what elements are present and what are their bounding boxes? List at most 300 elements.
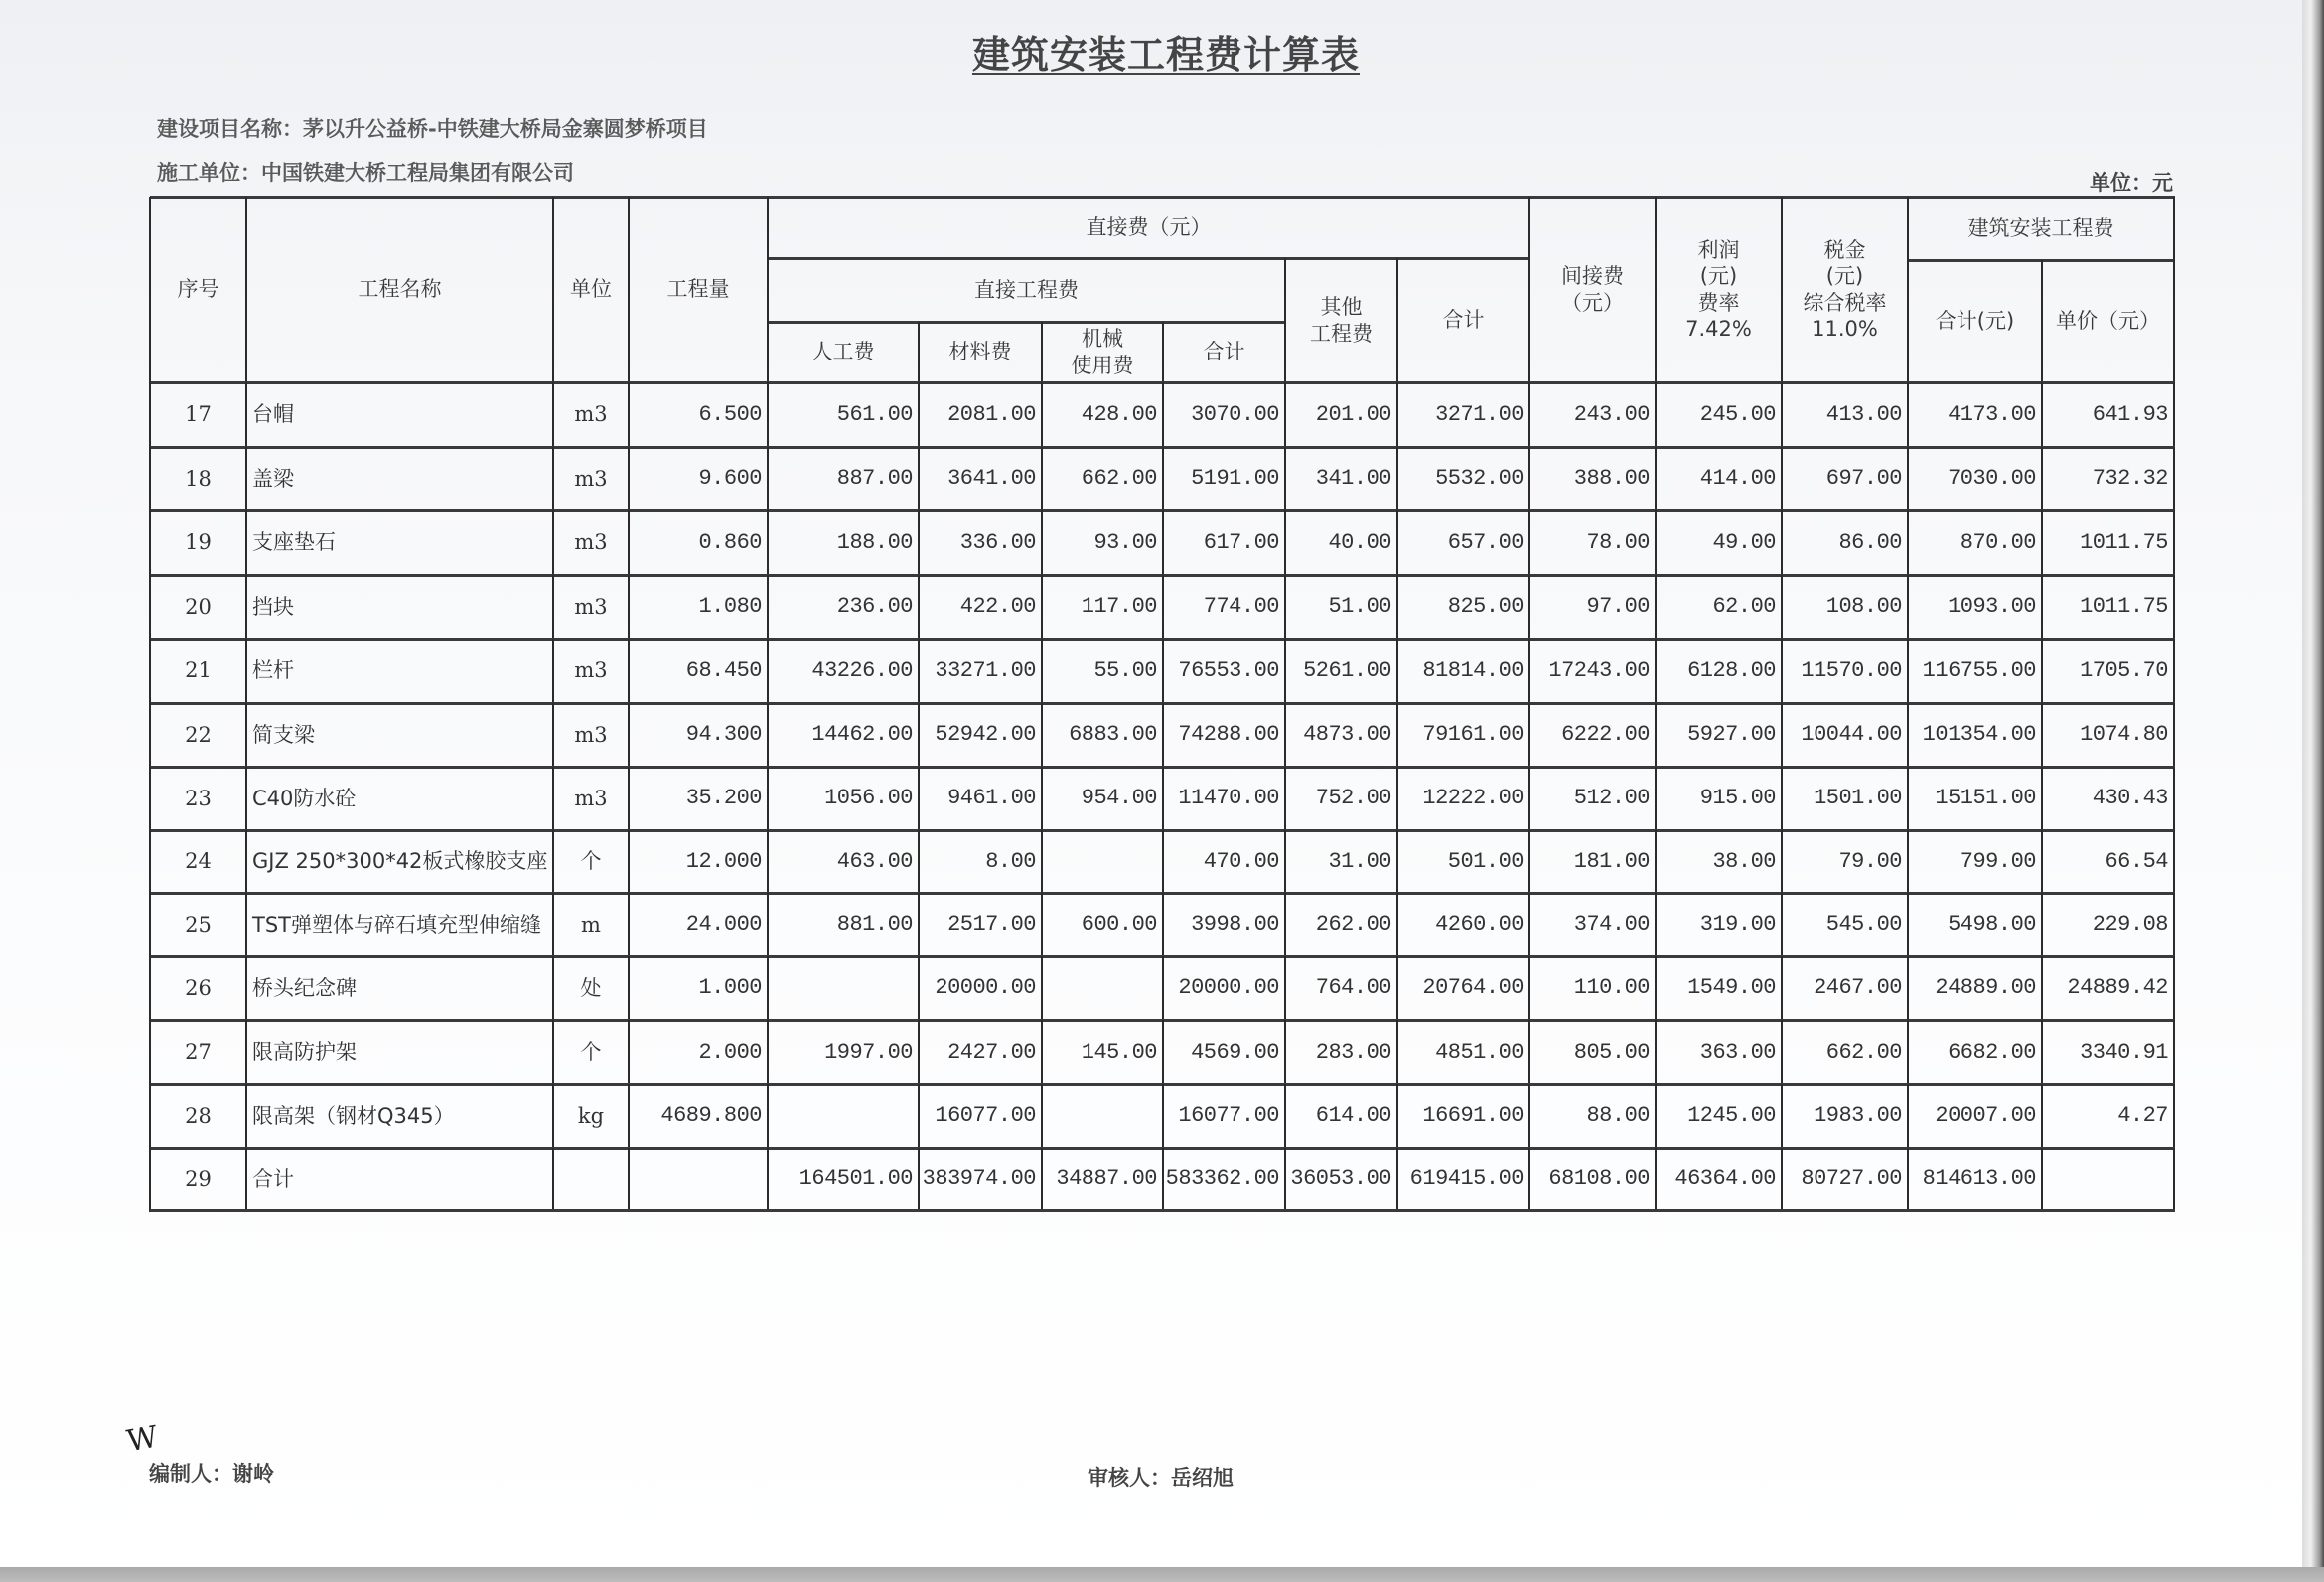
row-26-other: 764.00	[1315, 975, 1391, 1001]
grid-line-vertical	[552, 830, 554, 895]
row-22-d-total: 79161.00	[1422, 722, 1524, 748]
row-28-name: 限高架（钢材Q345）	[252, 1103, 455, 1128]
grid-line-vertical	[1907, 447, 1909, 512]
grid-line-vertical	[1655, 639, 1657, 705]
row-17-seq: 17	[185, 402, 212, 427]
row-27-seq: 27	[185, 1040, 212, 1065]
row-25-de-total: 3998.00	[1191, 912, 1279, 937]
row-27-total: 6682.00	[1948, 1039, 2036, 1065]
grid-line-vertical	[1041, 322, 1043, 384]
grid-line-vertical	[1162, 1148, 1164, 1212]
grid-line-vertical	[2041, 1148, 2043, 1212]
prepared-by: 编制人：谢岭	[149, 1462, 274, 1486]
row-23-material: 9461.00	[947, 786, 1036, 811]
header-tax	[1782, 197, 1908, 382]
grid-line-vertical	[1396, 893, 1398, 958]
grid-line-vertical	[1284, 830, 1286, 895]
grid-line-vertical	[1162, 322, 1164, 384]
grid-line-vertical	[2173, 447, 2175, 512]
grid-line-vertical	[767, 830, 769, 895]
grid-line-vertical	[245, 510, 247, 577]
grid-line-vertical	[1041, 956, 1043, 1022]
row-17-tax: 413.00	[1825, 401, 1902, 427]
grid-line-vertical	[1528, 382, 1530, 449]
grid-line-vertical	[1162, 767, 1164, 832]
row-25-machine: 600.00	[1081, 912, 1157, 937]
header-other-line-2: 工程费	[1310, 321, 1373, 346]
header-profit-line-3: 费率	[1697, 290, 1740, 315]
grid-line-vertical	[149, 197, 151, 384]
grid-line-vertical	[1162, 639, 1164, 705]
grid-line-vertical	[552, 893, 554, 958]
row-26-unit-price: 24889.42	[2067, 975, 2168, 1001]
grid-line-vertical	[628, 1148, 630, 1212]
header-install-unit-price: 单价（元）	[2056, 309, 2160, 334]
row-24-seq: 24	[185, 849, 212, 874]
grid-line-vertical	[1284, 703, 1286, 769]
grid-line-vertical	[2041, 1084, 2043, 1150]
grid-line-vertical	[245, 893, 247, 958]
row-21-material: 33271.00	[935, 657, 1036, 683]
grid-line-vertical	[1041, 767, 1043, 832]
grid-line-vertical	[1396, 830, 1398, 895]
row-24-de-total: 470.00	[1203, 848, 1279, 874]
row-19-seq: 19	[185, 530, 212, 555]
row-24-labor: 463.00	[836, 848, 913, 874]
row-24-unit-price: 66.54	[2105, 848, 2168, 874]
row-27-qty: 2.000	[698, 1039, 762, 1065]
row-24-name: GJZ 250*300*42板式橡胶支座	[252, 849, 548, 874]
row-26-de-total: 20000.00	[1178, 975, 1279, 1001]
grid-line-vertical	[767, 639, 769, 705]
row-27-labor: 1997.00	[824, 1039, 913, 1065]
grid-line-vertical	[1655, 1020, 1657, 1086]
grid-line-vertical	[2041, 767, 2043, 832]
grid-line-vertical	[1781, 510, 1783, 577]
row-24-tax: 79.00	[1838, 848, 1902, 874]
row-23-indirect: 512.00	[1573, 786, 1650, 811]
scan-edge-bottom	[0, 1567, 2324, 1582]
grid-line-vertical	[1162, 703, 1164, 769]
grid-line-vertical	[918, 1084, 920, 1150]
grid-line-vertical	[918, 956, 920, 1022]
row-21-unit-price: 1705.70	[2080, 657, 2168, 683]
row-17-total: 4173.00	[1948, 401, 2036, 427]
header-direct-eng-total: 合计	[1203, 340, 1245, 364]
row-25-unit: m	[581, 912, 601, 936]
grid-line-vertical	[245, 830, 247, 895]
grid-line-vertical	[1528, 1084, 1530, 1150]
grid-line-vertical	[1284, 639, 1286, 705]
grid-line-vertical	[628, 575, 630, 641]
row-29-unit	[553, 1148, 629, 1210]
row-23-total: 15151.00	[1935, 786, 2036, 811]
grid-line-vertical	[149, 447, 151, 512]
row-19-indirect: 78.00	[1586, 529, 1650, 555]
grid-line-vertical	[767, 447, 769, 512]
grid-line-vertical	[1907, 1148, 1909, 1212]
grid-line-vertical	[245, 1084, 247, 1150]
header-install-total: 合计(元)	[1935, 309, 2015, 334]
grid-line-vertical	[2041, 893, 2043, 958]
row-19-de-total: 617.00	[1203, 529, 1279, 555]
grid-line-vertical	[149, 893, 151, 958]
row-19-profit: 49.00	[1712, 529, 1776, 555]
grid-line-vertical	[552, 1148, 554, 1212]
grid-line-vertical	[2173, 830, 2175, 895]
row-20-material: 422.00	[959, 594, 1036, 620]
grid-line-vertical	[1041, 575, 1043, 641]
row-26-tax: 2467.00	[1814, 975, 1902, 1001]
row-21-name: 栏杆	[252, 658, 294, 683]
row-19-material: 336.00	[959, 529, 1036, 555]
grid-line-vertical	[149, 767, 151, 832]
grid-line-vertical	[1396, 767, 1398, 832]
grid-line-vertical	[2041, 1020, 2043, 1086]
row-25-total: 5498.00	[1948, 912, 2036, 937]
row-23-name: C40防水砼	[252, 786, 357, 810]
grid-line-vertical	[1284, 510, 1286, 577]
header-machine	[1042, 322, 1163, 382]
grid-line-vertical	[1907, 510, 1909, 577]
grid-line-vertical	[1528, 447, 1530, 512]
row-19-unit: m3	[574, 530, 608, 555]
grid-line-vertical	[1041, 447, 1043, 512]
grid-line-vertical	[767, 893, 769, 958]
grid-line-vertical	[149, 1148, 151, 1212]
grid-line-vertical	[1655, 767, 1657, 832]
grid-line-vertical	[1162, 830, 1164, 895]
row-24-material: 8.00	[985, 848, 1036, 874]
grid-line-vertical	[1041, 893, 1043, 958]
grid-line-vertical	[918, 893, 920, 958]
row-25-labor: 881.00	[836, 912, 913, 937]
row-22-total: 101354.00	[1922, 722, 2036, 748]
row-28-unit: kg	[577, 1103, 605, 1128]
row-23-tax: 1501.00	[1814, 786, 1902, 811]
grid-line-vertical	[628, 956, 630, 1022]
row-25-indirect: 374.00	[1573, 912, 1650, 937]
grid-line-vertical	[1781, 197, 1783, 384]
row-29-other: 36053.00	[1290, 1166, 1391, 1192]
grid-line-vertical	[1907, 893, 1909, 958]
grid-line-vertical	[149, 956, 151, 1022]
row-28-other: 614.00	[1315, 1103, 1391, 1129]
grid-line-vertical	[1907, 1020, 1909, 1086]
grid-line-vertical	[1041, 1084, 1043, 1150]
grid-line-vertical	[1655, 447, 1657, 512]
row-28-d-total: 16691.00	[1422, 1103, 1524, 1129]
grid-line-vertical	[552, 703, 554, 769]
grid-line-vertical	[1162, 956, 1164, 1022]
grid-line-vertical	[1284, 382, 1286, 449]
row-21-profit: 6128.00	[1687, 657, 1776, 683]
grid-line-vertical	[1781, 830, 1783, 895]
row-26-seq: 26	[185, 975, 212, 1000]
grid-line-vertical	[1528, 1148, 1530, 1212]
row-18-labor: 887.00	[836, 466, 913, 492]
grid-line-vertical	[767, 1020, 769, 1086]
row-28-machine	[1042, 1084, 1163, 1148]
row-17-material: 2081.00	[947, 401, 1036, 427]
grid-line-vertical	[245, 703, 247, 769]
grid-line-vertical	[1781, 639, 1783, 705]
row-26-name: 桥头纪念碑	[252, 975, 357, 1000]
grid-line-vertical	[1162, 893, 1164, 958]
scan-edge-right	[2302, 0, 2324, 1582]
row-20-unit-price: 1011.75	[2080, 594, 2168, 620]
row-20-labor: 236.00	[836, 594, 913, 620]
grid-line-vertical	[2041, 575, 2043, 641]
reviewed-by: 审核人：岳绍旭	[1088, 1466, 1234, 1490]
row-20-de-total: 774.00	[1203, 594, 1279, 620]
grid-line-vertical	[1655, 1084, 1657, 1150]
row-29-tax: 80727.00	[1801, 1166, 1902, 1192]
header-tax-line-1: 税金	[1823, 238, 1866, 262]
grid-line-vertical	[1396, 1084, 1398, 1150]
row-19-unit-price: 1011.75	[2080, 529, 2168, 555]
row-26-machine	[1042, 956, 1163, 1020]
grid-line-vertical	[1655, 382, 1657, 449]
row-26-material: 20000.00	[935, 975, 1036, 1001]
grid-line-vertical	[1396, 510, 1398, 577]
grid-line-vertical	[2173, 510, 2175, 577]
row-17-unit: m3	[574, 402, 608, 427]
grid-line-vertical	[2041, 956, 2043, 1022]
grid-line-vertical	[767, 382, 769, 449]
row-25-d-total: 4260.00	[1435, 912, 1524, 937]
row-25-seq: 25	[185, 912, 212, 936]
row-24-unit: 个	[580, 849, 602, 874]
row-21-unit: m3	[574, 658, 608, 683]
grid-line-vertical	[1284, 1084, 1286, 1150]
grid-line-vertical	[245, 1020, 247, 1086]
grid-line-vertical	[1284, 1020, 1286, 1086]
grid-line-vertical	[918, 382, 920, 449]
grid-line-vertical	[149, 830, 151, 895]
grid-line-vertical	[918, 639, 920, 705]
row-27-machine: 145.00	[1081, 1039, 1157, 1065]
grid-line-vertical	[1528, 510, 1530, 577]
row-27-tax: 662.00	[1825, 1039, 1902, 1065]
contractor-name: 施工单位：中国铁建大桥工程局集团有限公司	[157, 161, 574, 185]
grid-line-vertical	[918, 447, 920, 512]
document-title: 建筑安装工程费计算表	[971, 33, 1360, 76]
grid-line-vertical	[2173, 197, 2175, 384]
grid-line-vertical	[767, 703, 769, 769]
grid-line-vertical	[767, 767, 769, 832]
row-28-indirect: 88.00	[1586, 1103, 1650, 1129]
row-26-profit: 1549.00	[1687, 975, 1776, 1001]
grid-line-vertical	[2041, 447, 2043, 512]
grid-line-vertical	[628, 639, 630, 705]
row-28-de-total: 16077.00	[1178, 1103, 1279, 1129]
grid-line-vertical	[918, 510, 920, 577]
row-18-d-total: 5532.00	[1435, 466, 1524, 492]
row-29-unit-price	[2042, 1148, 2174, 1210]
row-24-qty: 12.000	[685, 848, 762, 874]
grid-line-vertical	[1284, 767, 1286, 832]
row-29-d-total: 619415.00	[1409, 1166, 1524, 1192]
row-29-indirect: 68108.00	[1548, 1166, 1650, 1192]
grid-line-vertical	[628, 830, 630, 895]
row-27-d-total: 4851.00	[1435, 1039, 1524, 1065]
row-18-indirect: 388.00	[1573, 466, 1650, 492]
grid-line-vertical	[918, 703, 920, 769]
row-17-indirect: 243.00	[1573, 401, 1650, 427]
grid-line-horizontal	[150, 1209, 2175, 1212]
grid-line-vertical	[1528, 956, 1530, 1022]
row-18-name: 盖梁	[252, 466, 294, 491]
row-17-profit: 245.00	[1699, 401, 1776, 427]
grid-line-vertical	[2041, 639, 2043, 705]
row-25-name: TST弹塑体与碎石填充型伸缩缝	[252, 912, 541, 936]
row-26-d-total: 20764.00	[1422, 975, 1524, 1001]
row-25-profit: 319.00	[1699, 912, 1776, 937]
grid-line-vertical	[149, 1020, 151, 1086]
grid-line-vertical	[552, 1084, 554, 1150]
handwritten-mark: W	[124, 1419, 161, 1460]
row-18-profit: 414.00	[1699, 466, 1776, 492]
row-22-profit: 5927.00	[1687, 722, 1776, 748]
grid-line-vertical	[245, 639, 247, 705]
grid-line-vertical	[918, 767, 920, 832]
row-22-name: 简支梁	[252, 722, 315, 747]
grid-line-vertical	[2041, 830, 2043, 895]
grid-line-vertical	[1396, 258, 1398, 384]
row-17-machine: 428.00	[1081, 401, 1157, 427]
row-17-d-total: 3271.00	[1435, 401, 1524, 427]
grid-line-vertical	[1284, 447, 1286, 512]
row-26-unit: 处	[580, 975, 602, 1000]
row-22-machine: 6883.00	[1069, 722, 1157, 748]
row-28-labor	[768, 1084, 919, 1148]
grid-line-vertical	[245, 447, 247, 512]
row-18-total: 7030.00	[1948, 466, 2036, 492]
grid-line-vertical	[2173, 956, 2175, 1022]
header-tax-lines	[1804, 237, 1887, 342]
grid-line-vertical	[552, 447, 554, 512]
grid-line-vertical	[1655, 703, 1657, 769]
row-21-machine: 55.00	[1093, 657, 1157, 683]
grid-line-vertical	[552, 575, 554, 641]
grid-line-vertical	[2173, 639, 2175, 705]
grid-line-vertical	[1907, 197, 1909, 384]
grid-line-vertical	[1162, 447, 1164, 512]
row-20-name: 挡块	[252, 594, 294, 619]
row-25-qty: 24.000	[685, 912, 762, 937]
grid-line-vertical	[1528, 767, 1530, 832]
grid-line-vertical	[628, 447, 630, 512]
row-20-machine: 117.00	[1081, 594, 1157, 620]
grid-line-vertical	[1907, 703, 1909, 769]
row-24-other: 31.00	[1328, 848, 1391, 874]
row-29-total: 814613.00	[1922, 1166, 2036, 1192]
row-21-d-total: 81814.00	[1422, 657, 1524, 683]
grid-line-vertical	[1655, 510, 1657, 577]
grid-line-vertical	[2041, 260, 2043, 384]
header-profit-line-2: (元)	[1699, 264, 1738, 289]
grid-line-vertical	[1284, 956, 1286, 1022]
grid-line-vertical	[1396, 1020, 1398, 1086]
row-22-other: 4873.00	[1303, 722, 1391, 748]
row-17-unit-price: 641.93	[2092, 401, 2168, 427]
row-22-material: 52942.00	[935, 722, 1036, 748]
row-23-de-total: 11470.00	[1178, 786, 1279, 811]
grid-line-vertical	[1655, 197, 1657, 384]
row-28-total: 20007.00	[1935, 1103, 2036, 1129]
grid-line-vertical	[1396, 447, 1398, 512]
row-25-material: 2517.00	[947, 912, 1036, 937]
grid-line-vertical	[628, 382, 630, 449]
grid-line-vertical	[1528, 1020, 1530, 1086]
row-25-unit-price: 229.08	[2092, 912, 2168, 937]
grid-line-vertical	[552, 382, 554, 449]
row-17-de-total: 3070.00	[1191, 401, 1279, 427]
header-other	[1285, 258, 1397, 382]
grid-line-vertical	[2173, 767, 2175, 832]
grid-line-vertical	[2041, 703, 2043, 769]
grid-line-vertical	[1907, 382, 1909, 449]
row-20-profit: 62.00	[1712, 594, 1776, 620]
row-22-qty: 94.300	[685, 722, 762, 748]
row-29-seq: 29	[185, 1166, 212, 1191]
grid-line-vertical	[1781, 703, 1783, 769]
grid-line-vertical	[1528, 703, 1530, 769]
row-17-qty: 6.500	[698, 401, 762, 427]
grid-line-vertical	[1162, 1084, 1164, 1150]
row-18-unit: m3	[574, 466, 608, 491]
grid-line-vertical	[245, 956, 247, 1022]
row-18-other: 341.00	[1315, 466, 1391, 492]
grid-line-vertical	[1781, 956, 1783, 1022]
grid-line-vertical	[552, 510, 554, 577]
row-25-tax: 545.00	[1825, 912, 1902, 937]
grid-line-vertical	[552, 1020, 554, 1086]
grid-line-vertical	[1396, 382, 1398, 449]
project-name: 建设项目名称：茅以升公益桥-中铁建大桥局金寨圆梦桥项目	[157, 117, 708, 141]
header-other-line-1: 其他	[1320, 295, 1363, 320]
row-28-unit-price: 4.27	[2117, 1103, 2168, 1129]
header-direct-eng-fee: 直接工程费	[974, 277, 1079, 302]
grid-line-vertical	[245, 197, 247, 384]
grid-line-vertical	[245, 575, 247, 641]
grid-line-vertical	[1655, 1148, 1657, 1212]
row-23-unit: m3	[574, 786, 608, 810]
row-29-qty	[629, 1148, 768, 1210]
row-24-total: 799.00	[1960, 848, 2036, 874]
grid-line-vertical	[1284, 575, 1286, 641]
row-27-name: 限高防护架	[252, 1040, 357, 1065]
grid-line-vertical	[1781, 767, 1783, 832]
grid-line-vertical	[1907, 830, 1909, 895]
grid-line-vertical	[2173, 1084, 2175, 1150]
header-tax-line-4: 11.0%	[1812, 316, 1878, 341]
row-18-tax: 697.00	[1825, 466, 1902, 492]
grid-line-vertical	[2041, 382, 2043, 449]
row-20-indirect: 97.00	[1586, 594, 1650, 620]
row-26-indirect: 110.00	[1573, 975, 1650, 1001]
grid-line-vertical	[245, 382, 247, 449]
grid-line-vertical	[245, 767, 247, 832]
grid-line-vertical	[1528, 197, 1530, 384]
grid-line-vertical	[1781, 447, 1783, 512]
row-19-qty: 0.860	[698, 529, 762, 555]
grid-line-vertical	[1528, 893, 1530, 958]
header-profit-line-4: 7.42%	[1685, 316, 1752, 341]
grid-line-vertical	[149, 1084, 151, 1150]
row-28-profit: 1245.00	[1687, 1103, 1776, 1129]
